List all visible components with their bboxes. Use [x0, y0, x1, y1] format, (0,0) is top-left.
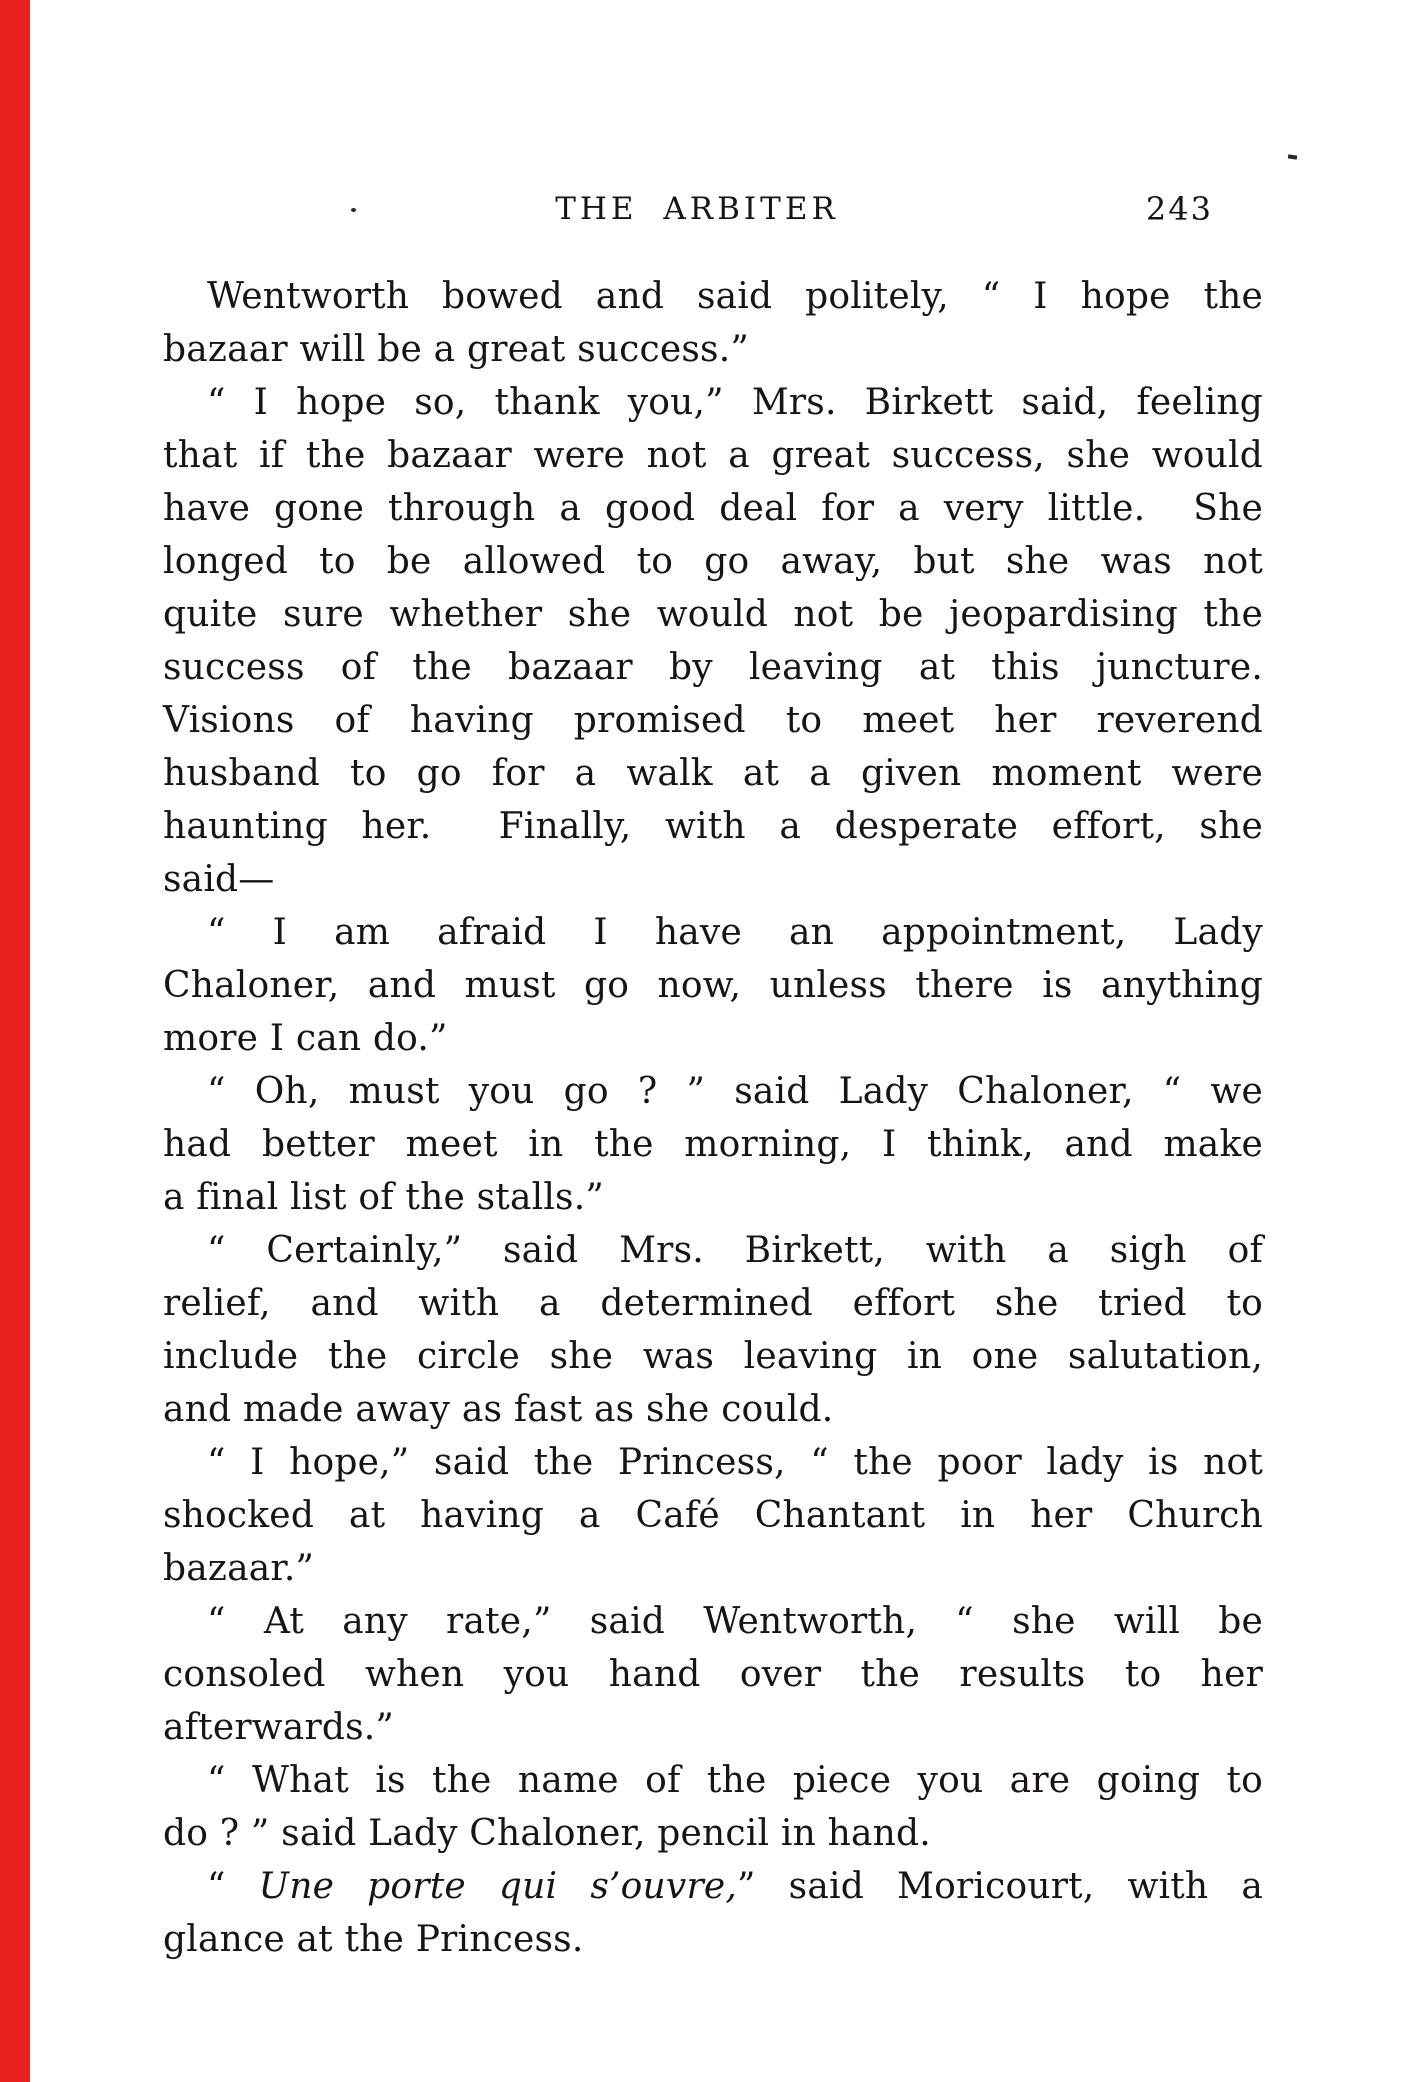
text-segment: shocked at having a Café Chantant in her Church: [163, 1495, 1263, 1536]
text-line: [163, 1701, 1263, 1754]
text-segment: relief, and with a determined effort she tried to: [163, 1283, 1263, 1324]
text-line: [163, 1542, 1263, 1595]
page-header: [163, 186, 1263, 232]
paragraph: [163, 1860, 1263, 1966]
italic-text-segment: Une porte qui s’ouvre,: [258, 1866, 738, 1907]
text-segment: longed to be allowed to go away, but she was not: [163, 541, 1263, 582]
text-segment: “ I hope so, thank you,” Mrs. Birkett said, feeling: [207, 382, 1263, 423]
text-line: [163, 694, 1263, 747]
text-segment: “ Certainly,” said Mrs. Birkett, with a sigh of: [207, 1230, 1263, 1271]
text-line: [163, 323, 1263, 376]
text-line: [163, 429, 1263, 482]
text-segment: “: [207, 1866, 259, 1907]
paragraph: [163, 1224, 1263, 1436]
text-segment: “ I am afraid I have an appointment, Lady: [207, 912, 1263, 953]
text-line: [163, 1595, 1263, 1648]
text-line: [163, 1807, 1263, 1860]
text-segment: afterwards.”: [163, 1707, 395, 1748]
paragraph: [163, 1595, 1263, 1754]
text-line: [163, 853, 1263, 906]
text-line: [163, 1913, 1263, 1966]
text-line: [163, 1330, 1263, 1383]
paragraph: [163, 906, 1263, 1065]
text-segment: “ Oh, must you go ? ” said Lady Chaloner, “ we: [207, 1071, 1263, 1112]
text-line: [163, 1383, 1263, 1436]
page-number: 243: [1145, 190, 1213, 228]
text-segment: “ I hope,” said the Princess, “ the poor lady is not: [207, 1442, 1263, 1483]
paragraph: [163, 270, 1263, 376]
text-line: [163, 1065, 1263, 1118]
text-segment: had better meet in the morning, I think, and make: [163, 1124, 1263, 1165]
text-segment: include the circle she was leaving in one salutation,: [163, 1336, 1263, 1377]
paragraph: [163, 376, 1263, 906]
text-segment: a final list of the stalls.”: [163, 1177, 604, 1218]
text-segment: and made away as fast as she could.: [163, 1389, 834, 1430]
paragraph: [163, 1754, 1263, 1860]
text-segment: Wentworth bowed and said politely, “ I hope the: [207, 276, 1263, 317]
text-segment: quite sure whether she would not be jeopardising the: [163, 594, 1263, 635]
paragraph: [163, 1065, 1263, 1224]
text-segment: consoled when you hand over the results to her: [163, 1654, 1263, 1695]
text-segment: bazaar.”: [163, 1548, 315, 1589]
text-segment: that if the bazaar were not a great success, she would: [163, 435, 1263, 476]
text-line: [163, 1277, 1263, 1330]
text-segment: said—: [163, 859, 275, 900]
text-line: [163, 1648, 1263, 1701]
text-segment: “ What is the name of the piece you are going to: [207, 1760, 1263, 1801]
text-line: [163, 1171, 1263, 1224]
text-line: [163, 376, 1263, 429]
text-line: [163, 1754, 1263, 1807]
text-segment: do ? ” said Lady Chaloner, pencil in hand.: [163, 1813, 931, 1854]
text-line: [163, 1860, 1263, 1913]
text-line: [163, 906, 1263, 959]
text-segment: Chaloner, and must go now, unless there is anything: [163, 965, 1263, 1006]
text-line: [163, 641, 1263, 694]
text-segment: success of the bazaar by leaving at this juncture.: [163, 647, 1263, 688]
text-block: [163, 270, 1263, 1966]
text-segment: have gone through a good deal for a very little. She: [163, 488, 1263, 529]
text-line: [163, 535, 1263, 588]
paragraph: [163, 1436, 1263, 1595]
text-line: [163, 800, 1263, 853]
text-line: [163, 270, 1263, 323]
text-segment: haunting her. Finally, with a desperate effort, she: [163, 806, 1263, 847]
running-title: THE ARBITER: [555, 191, 839, 227]
text-segment: “ At any rate,” said Wentworth, “ she will be: [207, 1601, 1263, 1642]
text-line: [163, 1012, 1263, 1065]
text-line: [163, 588, 1263, 641]
text-line: [163, 1489, 1263, 1542]
scan-speck: [1288, 154, 1297, 159]
text-line: [163, 1224, 1263, 1277]
text-segment: Visions of having promised to meet her reverend: [163, 700, 1263, 741]
red-edge-ribbon: [0, 0, 30, 2082]
text-segment: bazaar will be a great success.”: [163, 329, 749, 370]
text-line: [163, 1436, 1263, 1489]
text-line: [163, 959, 1263, 1012]
text-segment: more I can do.”: [163, 1018, 448, 1059]
text-line: [163, 482, 1263, 535]
text-segment: ” said Moricourt, with a: [737, 1866, 1264, 1907]
text-line: [163, 747, 1263, 800]
text-segment: husband to go for a walk at a given moment were: [163, 753, 1263, 794]
text-segment: glance at the Princess.: [163, 1919, 584, 1960]
text-line: [163, 1118, 1263, 1171]
